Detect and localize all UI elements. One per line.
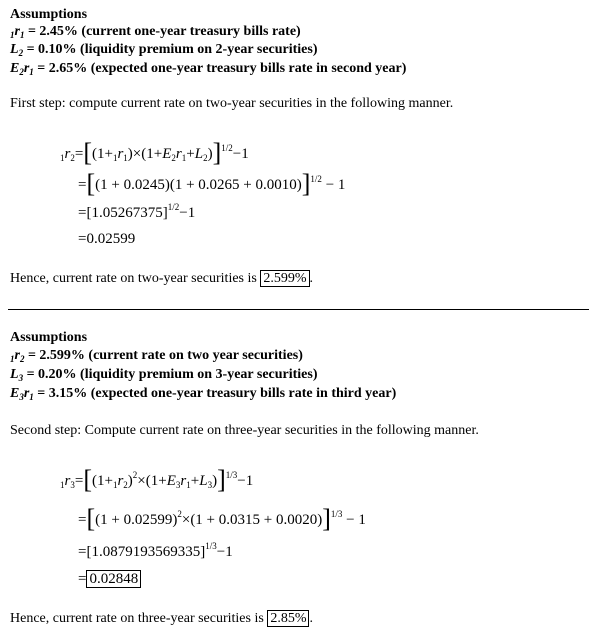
section2-substitution: $=[(1 + 0.02599)^2\times(1 + 0.0315 + 0.0020)]^{1/3} - 1$ bbox=[78, 504, 366, 533]
section1-assumption-e2r1: $E_2r_1 = 2.65\%$ (expected one-year treasury bills rate in second year) bbox=[10, 61, 407, 77]
section-divider bbox=[8, 309, 589, 310]
section1-result: =0.02599 bbox=[78, 231, 136, 247]
section2-answer-box: 2.85% bbox=[267, 610, 309, 627]
section1-formula: $_1r_2=[(1+_1r_1)\times(1+E_2r_1+L_2)]^{1/2}-1$ bbox=[60, 138, 249, 167]
section1-conclusion: Hence, current rate on two-year securities is 2.599% . bbox=[10, 271, 314, 286]
section2-result-box: 0.02848 bbox=[86, 570, 141, 588]
section1-simplified: $=[1.05267375]^{1/2}-1$ bbox=[78, 202, 196, 221]
section1-heading: Assumptions bbox=[10, 7, 88, 22]
section1-substitution: $=[(1 + 0.0245)(1 + 0.0265 + 0.0010)]^{1/2} - 1$ bbox=[78, 169, 346, 198]
section2-heading: Assumptions bbox=[10, 330, 88, 345]
section2-simplified: $=[1.0879193569335]^{1/3}-1$ bbox=[78, 541, 233, 560]
section2-formula: $_1r_3=[(1+_1r_2)^2\times(1+E_3r_1+L_3)]^{1/3}-1$ bbox=[60, 465, 254, 494]
section2-result: = 0.02848 bbox=[78, 572, 141, 587]
section1-assumption-l2: $L_2 = 0.10\%$ (liquidity premium on 2-year securities) bbox=[10, 42, 318, 58]
section2-assumption-l3: $L_3 = 0.20\%$ (liquidity premium on 3-year securities) bbox=[10, 367, 318, 383]
section2-intro: Second step: Compute current rate on three-year securities in the following manner. bbox=[10, 423, 479, 438]
section2-conclusion: Hence, current rate on three-year securities is 2.85% . bbox=[10, 611, 313, 626]
section1-intro: First step: compute current rate on two-year securities in the following manner. bbox=[10, 96, 454, 111]
section1-answer-box: 2.599% bbox=[260, 270, 309, 287]
section2-assumption-r2: $_1r_2 = 2.599\%$ (current rate on two year securities) bbox=[10, 348, 303, 364]
section1-assumption-r1: $_1r_1 = 2.45\%$ (current one-year treasury bills rate) bbox=[10, 24, 301, 40]
section2-assumption-e3r1: $E_3r_1 = 3.15\%$ (expected one-year treasury bills rate in third year) bbox=[10, 386, 397, 402]
